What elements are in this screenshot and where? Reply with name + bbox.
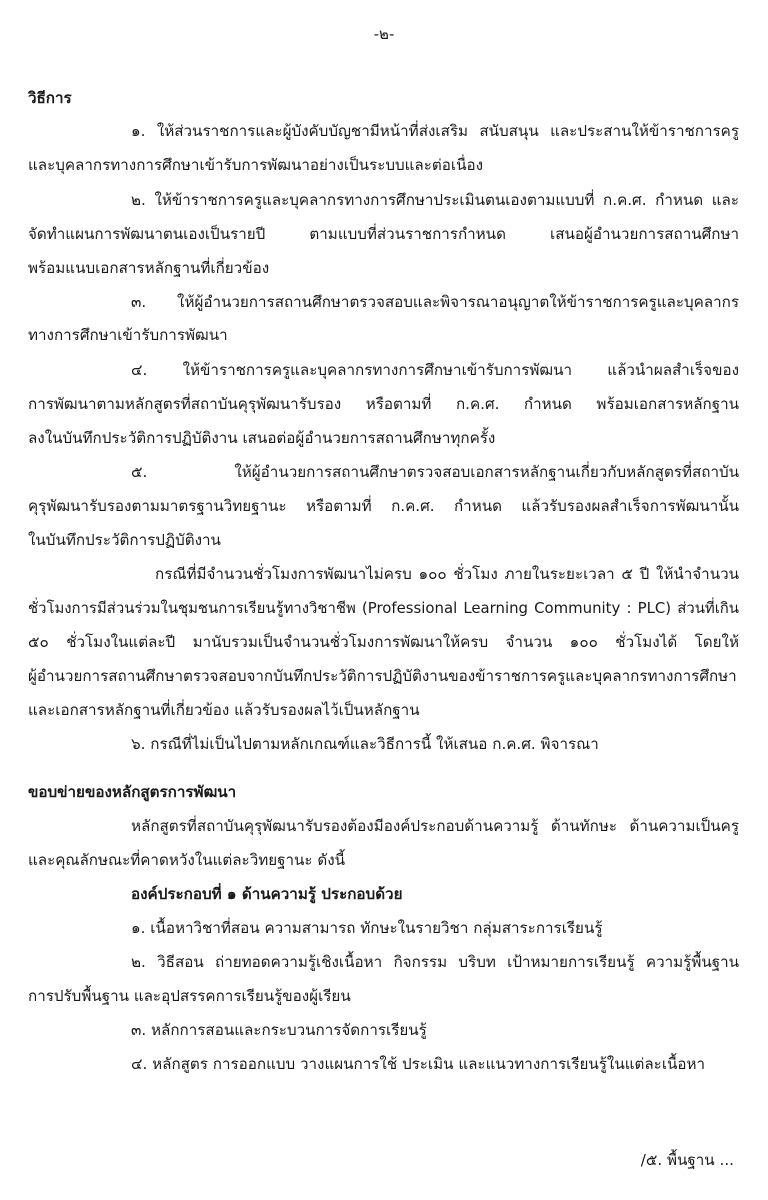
section-heading-method: วิธีการ <box>28 89 72 107</box>
method-item-3-line-1: ๓. ให้ผู้อำนวยการสถานศึกษาตรวจสอบและพิจารณาอนุญาตให้ข้าราชการครูและบุคลากร <box>131 293 739 311</box>
method-item-5-line-2: คุรุพัฒนารับรองตามมาตรฐานวิทยฐานะ หรือตามที่ ก.ค.ศ. กำหนด แล้วรับรองผลสำเร็จการพัฒนานั้น <box>28 497 739 515</box>
component-1-item-3: ๓. หลักการสอนและกระบวนการจัดการเรียนรู้ <box>131 1021 427 1039</box>
method-item-2-line-2: จัดทำแผนการพัฒนาตนเองเป็นรายปี ตามแบบที่ส่วนราชการกำหนด เสนอผู้อำนวยการสถานศึกษา <box>28 225 739 243</box>
continuation-note: /๕. พื้นฐาน ... <box>640 1151 734 1169</box>
scope-intro-line-1: หลักสูตรที่สถาบันคุรุพัฒนารับรองต้องมีองค์ประกอบด้านความรู้ ด้านทักษะ ด้านความเป็นครู <box>131 817 739 835</box>
method-item-5-case-line-5: และเอกสารหลักฐานที่เกี่ยวข้อง แล้วรับรองผลไว้เป็นหลักฐาน <box>28 701 420 719</box>
method-item-3-line-2: ทางการศึกษาเข้ารับการพัฒนา <box>28 326 228 344</box>
method-item-5-case-line-1: กรณีที่มีจำนวนชั่วโมงการพัฒนาไม่ครบ ๑๐๐ ชั่วโมง ภายในระยะเวลา ๕ ปี ให้นำจำนวน <box>155 565 739 583</box>
method-item-5-line-3: ในบันทึกประวัติการปฏิบัติงาน <box>28 531 221 549</box>
method-item-2-line-3: พร้อมแนบเอกสารหลักฐานที่เกี่ยวข้อง <box>28 259 270 277</box>
method-item-4-line-3: ลงในบันทึกประวัติการปฏิบัติงาน เสนอต่อผู้อำนวยการสถานศึกษาทุกครั้ง <box>28 429 496 447</box>
component-1-item-2-line-1: ๒. วิธีสอน ถ่ายทอดความรู้เชิงเนื้อหา กิจกรรม บริบท เป้าหมายการเรียนรู้ ความรู้พื้นฐาน <box>131 953 739 971</box>
scope-intro-line-2: และคุณลักษณะที่คาดหวังในแต่ละวิทยฐานะ ดังนี้ <box>28 851 346 869</box>
section-heading-scope: ขอบข่ายของหลักสูตรการพัฒนา <box>28 783 237 801</box>
component-1-item-1: ๑. เนื้อหาวิชาที่สอน ความสามารถ ทักษะในรายวิชา กลุ่มสาระการเรียนรู้ <box>131 919 603 937</box>
method-item-5-case-line-2: ชั่วโมงการมีส่วนร่วมในชุมชนการเรียนรู้ทางวิชาชีพ (Professional Learning Community : PLC) ส่วนที่เกิน <box>28 599 739 617</box>
method-item-1-line-2: และบุคลากรทางการศึกษาเข้ารับการพัฒนาอย่างเป็นระบบและต่อเนื่อง <box>28 156 483 174</box>
method-item-2-line-1: ๒. ให้ข้าราชการครูและบุคลากรทางการศึกษาประเมินตนเองตามแบบที่ ก.ค.ศ. กำหนด และ <box>131 191 739 209</box>
method-item-6-line-1: ๖. กรณีที่ไม่เป็นไปตามหลักเกณฑ์และวิธีการนี้ ให้เสนอ ก.ค.ศ. พิจารณา <box>131 735 599 753</box>
method-item-1-line-1: ๑. ให้ส่วนราชการและผู้บังคับบัญชามีหน้าที่ส่งเสริม สนับสนุน และประสานให้ข้าราชการครู <box>131 122 739 140</box>
component-1-item-2-line-2: การปรับพื้นฐาน และอุปสรรคการเรียนรู้ของผู้เรียน <box>28 987 351 1005</box>
component-1-item-4: ๔. หลักสูตร การออกแบบ วางแผนการใช้ ประเมิน และแนวทางการเรียนรู้ในแต่ละเนื้อหา <box>131 1055 706 1073</box>
method-item-5-case-line-3: ๕๐ ชั่วโมงในแต่ละปี มานับรวมเป็นจำนวนชั่วโมงการพัฒนาให้ครบ จำนวน ๑๐๐ ชั่วโมงได้ โดยให้ <box>28 633 739 651</box>
method-item-5-case-line-4: ผู้อำนวยการสถานศึกษาตรวจสอบจากบันทึกประวัติการปฏิบัติงานของข้าราชการครูและบุคลากรทางการศึกษา <box>28 667 737 685</box>
method-item-4-line-2: การพัฒนาตามหลักสูตรที่สถาบันคุรุพัฒนารับรอง หรือตามที่ ก.ค.ศ. กำหนด พร้อมเอกสารหลักฐาน <box>28 395 739 413</box>
page-number: -๒- <box>373 25 395 43</box>
method-item-4-line-1: ๔. ให้ข้าราชการครูและบุคลากรทางการศึกษาเข้ารับการพัฒนา แล้วนำผลสำเร็จของ <box>131 361 739 379</box>
method-item-5-line-1: ๕. ให้ผู้อำนวยการสถานศึกษาตรวจสอบเอกสารหลักฐานเกี่ยวกับหลักสูตรที่สถาบัน <box>131 463 739 481</box>
component-1-title: องค์ประกอบที่ ๑ ด้านความรู้ ประกอบด้วย <box>131 885 403 903</box>
